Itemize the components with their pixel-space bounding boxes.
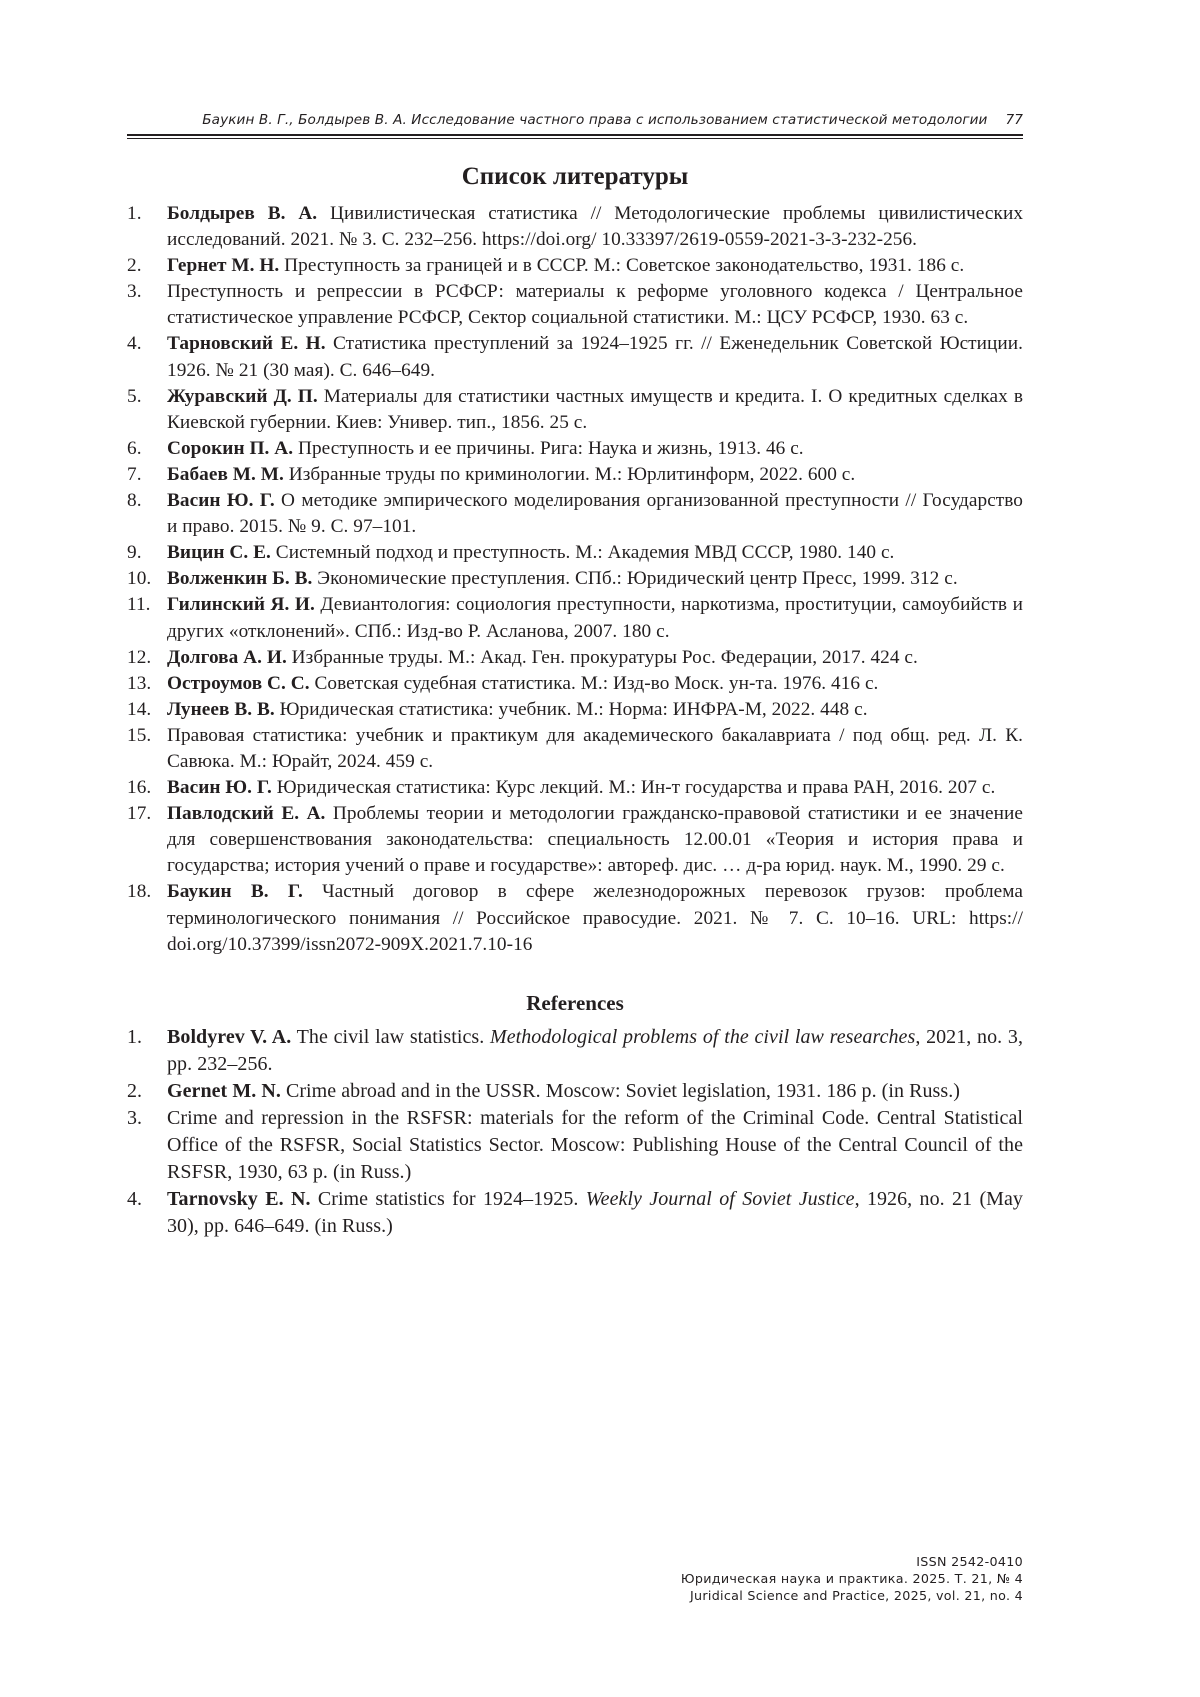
page-number: 77 — [1005, 112, 1023, 128]
ru-reference-item — [127, 723, 1023, 775]
ru-reference-author: Сорокин П. А. — [167, 437, 294, 459]
en-reference-number: 1. — [127, 1025, 143, 1048]
running-header — [127, 112, 1023, 128]
ru-reference-text: Избранные труды. М.: Акад. Ген. прокуратуры Рос. Федерации, 2017. 424 с. — [286, 646, 918, 668]
footer-journal-ru: Юридическая наука и практика. 2025. Т. 21, № 4 — [680, 1571, 1023, 1586]
ru-reference-item — [127, 566, 1023, 592]
ru-reference-author: Гилинский Я. И. — [167, 594, 315, 616]
ru-reference-number: 18. — [127, 881, 152, 903]
footer-issn: ISSN 2542-0410 — [916, 1554, 1023, 1569]
ru-reference-number: 17. — [127, 803, 152, 825]
ru-reference-item — [127, 879, 1023, 957]
ru-reference-author: Васин Ю. Г. — [167, 490, 275, 512]
ru-reference-number: 15. — [127, 724, 152, 746]
ru-reference-text: Преступность за границей и в СССР. М.: Советское законодательство, 1931. 186 с. — [279, 255, 965, 277]
ru-reference-list — [127, 201, 1023, 958]
en-reference-author: Boldyrev V. A. — [167, 1025, 292, 1048]
ru-reference-item — [127, 671, 1023, 697]
ru-reference-number: 8. — [127, 490, 142, 512]
ru-reference-text: Преступность и ее причины. Рига: Наука и жизнь, 1913. 46 с. — [293, 437, 804, 459]
en-reference-author: Tarnovsky E. N. — [167, 1187, 311, 1210]
ru-reference-author: Журавский Д. П. — [167, 385, 318, 407]
en-reference-item — [127, 1024, 1023, 1078]
ru-reference-text: О методике эмпирического моделирования организованной преступности // Государство и право. 2015. № 9. С. 97–101. — [167, 490, 1023, 538]
ru-reference-item — [127, 801, 1023, 879]
ru-reference-text: Юридическая статистика: Курс лекций. М.: Ин-т государства и права РАН, 2016. 207 с. — [271, 777, 996, 799]
ru-reference-item — [127, 436, 1023, 462]
en-section-title: References — [526, 990, 624, 1015]
ru-reference-item — [127, 384, 1023, 436]
en-reference-journal: Weekly Journal of Soviet Justice — [585, 1187, 855, 1210]
ru-reference-author: Болдырев В. А. — [167, 203, 318, 224]
ru-reference-number: 16. — [127, 777, 152, 799]
ru-reference-number: 1. — [127, 203, 142, 224]
ru-reference-text: Статистика преступлений за 1924–1925 гг. // Еженедельник Советской Юстиции. 1926. № 21 (30 мая). С. 646–649. — [167, 333, 1023, 381]
ru-reference-item — [127, 331, 1023, 383]
en-reference-journal: Methodological problems of the civil law researches — [489, 1025, 916, 1048]
ru-reference-author: Бабаев М. М. — [167, 463, 284, 485]
ru-reference-number: 13. — [127, 672, 152, 694]
ru-reference-number: 14. — [127, 698, 152, 720]
ru-reference-author: Павлодский Е. А. — [167, 803, 326, 825]
ru-reference-item — [127, 488, 1023, 540]
en-reference-author: Gernet M. N. — [167, 1079, 281, 1102]
ru-section-title: Список литературы — [461, 163, 689, 190]
ru-reference-text: Преступность и репрессии в РСФСР: материалы к реформе уголовного кодекса / Центральное статистическое управление РСФСР, Сектор социальной статистики. М.: ЦСУ РСФСР, 1930. 63 с. — [167, 281, 1023, 329]
en-reference-number: 3. — [127, 1106, 143, 1129]
ru-reference-text: Девиантология: социология преступности, наркотизма, проституции, самоубийств и других «отклонений». СПб.: Изд-во Р. Асланова, 2007. 180 с. — [167, 594, 1023, 642]
en-reference-item — [127, 1186, 1023, 1240]
ru-reference-item — [127, 279, 1023, 331]
ru-reference-item — [127, 645, 1023, 671]
ru-reference-text: Материалы для статистики частных имуществ и кредита. I. О кредитных сделках в Киевской губернии. Киев: Универ. тип., 1856. 25 с. — [167, 385, 1023, 433]
header-rule-thick — [127, 134, 1023, 136]
en-reference-list — [127, 1024, 1023, 1240]
ru-reference-item — [127, 592, 1023, 644]
ru-reference-number: 4. — [127, 333, 142, 355]
en-reference-text: Crime abroad and in the USSR. Moscow: Soviet legislation, 1931. 186 p. (in Russ.) — [280, 1079, 960, 1102]
ru-reference-number: 7. — [127, 463, 142, 485]
ru-reference-number: 3. — [127, 281, 142, 303]
ru-reference-number: 12. — [127, 646, 152, 668]
ru-reference-item — [127, 253, 1023, 279]
ru-reference-text: Системный подход и преступность. М.: Академия МВД СССР, 1980. 140 с. — [270, 542, 895, 564]
ru-reference-number: 6. — [127, 437, 142, 459]
ru-reference-item — [127, 775, 1023, 801]
ru-reference-text: Избранные труды по криминологии. М.: Юрлитинформ, 2022. 600 с. — [283, 463, 856, 485]
ru-reference-author: Волженкин Б. В. — [167, 568, 313, 590]
ru-reference-item — [127, 540, 1023, 566]
en-reference-item — [127, 1105, 1023, 1186]
footer-journal-en: Juridical Science and Practice, 2025, vol. 21, no. 4 — [689, 1588, 1023, 1603]
ru-reference-number: 5. — [127, 385, 142, 407]
en-reference-number: 2. — [127, 1079, 143, 1102]
en-reference-text-end: , 1926, no. 21 (May 30), pp. 646–649. (in Russ.) — [167, 1187, 1023, 1237]
ru-reference-text: Советская судебная статистика. М.: Изд-во Моск. ун-та. 1976. 416 с. — [309, 672, 879, 694]
ru-reference-item — [127, 201, 1023, 253]
ru-reference-text: Экономические преступления. СПб.: Юридический центр Пресс, 1999. 312 с. — [312, 568, 958, 590]
ru-reference-item — [127, 462, 1023, 488]
ru-reference-author: Тарновский Е. Н. — [167, 333, 326, 355]
ru-reference-author: Гернет М. Н. — [167, 255, 280, 277]
en-reference-text: Crime and repression in the RSFSR: materials for the reform of the Criminal Code. Central Statistical Office of the RSFSR, Social Statistics Sector. Moscow: Publishing House of the Central Council of the RSFSR, 1930, 63 p. (in Russ.) — [167, 1106, 1023, 1183]
ru-reference-text: Проблемы теории и методологии гражданско-правовой статистики и ее значение для совершенствования законодательства: специальность 12.00.01 «Теория и история права и государства; история учений о праве и государстве»: автореф. дис. … д-ра юрид. наук. М., 1990. 29 с. — [167, 803, 1023, 877]
ru-reference-author: Долгова А. И. — [167, 646, 287, 668]
ru-reference-number: 10. — [127, 568, 152, 590]
ru-reference-item — [127, 697, 1023, 723]
ru-reference-number: 9. — [127, 542, 142, 564]
ru-reference-text: Цивилистическая статистика // Методологические проблемы цивилистических исследований. 2021. № 3. С. 232–256. https://doi.org/ 10.33397/2619-0559-2021-3-3-232-256. — [167, 203, 1024, 251]
ru-reference-number: 11. — [127, 594, 151, 616]
ru-reference-author: Остроумов С. С. — [167, 672, 310, 694]
en-reference-number: 4. — [127, 1187, 143, 1210]
ru-reference-text: Правовая статистика: учебник и практикум для академического бакалавриата / под общ. ред. Л. К. Савюка. М.: Юрайт, 2024. 459 с. — [167, 724, 1023, 772]
running-title: Баукин В. Г., Болдырев В. А. Исследование частного права с использованием статистической методологии — [202, 112, 988, 128]
en-reference-text-end: , 2021, no. 3, pp. 232–256. — [167, 1025, 1023, 1075]
ru-reference-text: Юридическая статистика: учебник. М.: Норма: ИНФРА-М, 2022. 448 с. — [274, 698, 868, 720]
references-content — [127, 160, 1023, 1240]
header-rule-thin — [127, 138, 1023, 139]
ru-reference-number: 2. — [127, 255, 142, 277]
ru-reference-author: Вицин С. Е. — [167, 542, 271, 564]
en-reference-item — [127, 1078, 1023, 1105]
en-reference-text: Crime statistics for 1924–1925. — [310, 1187, 586, 1210]
en-reference-text: The civil law statistics. — [291, 1025, 490, 1048]
ru-reference-author: Васин Ю. Г. — [167, 777, 272, 799]
ru-reference-text: Частный договор в сфере железнодорожных перевозок грузов: проблема терминологического понимания // Российское правосудие. 2021. № 7. С. 10–16. URL: https:// doi.org/10.37399/issn2072-909X.2021.7.10-16 — [167, 881, 1023, 955]
journal-footer — [681, 1553, 1023, 1604]
ru-reference-author: Баукин В. Г. — [167, 881, 303, 903]
ru-reference-author: Лунеев В. В. — [167, 698, 275, 720]
